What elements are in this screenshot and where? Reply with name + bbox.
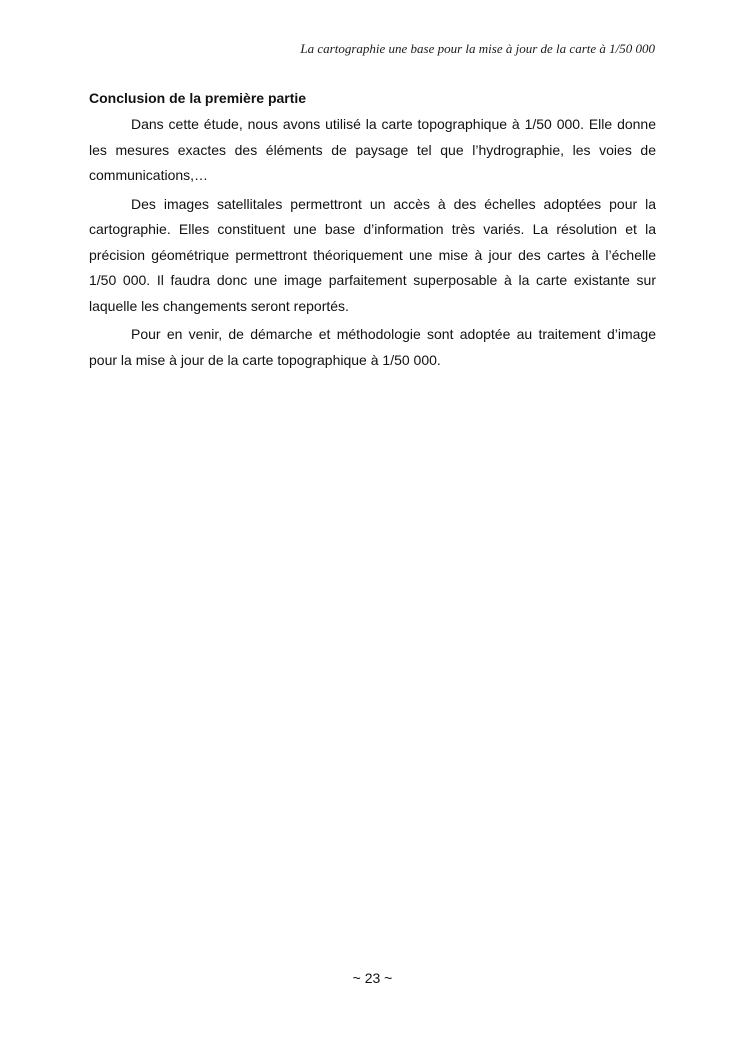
- section-title: Conclusion de la première partie: [89, 90, 307, 106]
- paragraph-1: Dans cette étude, nous avons utilisé la carte topographique à 1/50 000. Elle donne les mesures exactes des éléments de paysage tel que l’hydrographie, les voies de communications,…: [89, 116, 656, 183]
- paragraph-2: Des images satellitales permettront un accès à des échelles adoptées pour la cartographie. Elles constituent une base d’information très variés. La résolution et la précision géométrique permettront théoriquement une mise à jour des cartes à l’échelle 1/50 000. Il faudra donc une image parfaitement superposable à la carte existante sur laquelle les changements seront reportés.: [89, 195, 656, 314]
- page-number: ~ 23 ~: [352, 970, 393, 986]
- document-body: [89, 86, 656, 376]
- paragraph-3: Pour en venir, de démarche et méthodologie sont adoptée au traitement d’image pour la mise à jour de la carte topographique à 1/50 000.: [89, 326, 656, 368]
- running-header: La cartographie une base pour la mise à jour de la carte à 1/50 000: [300, 41, 655, 56]
